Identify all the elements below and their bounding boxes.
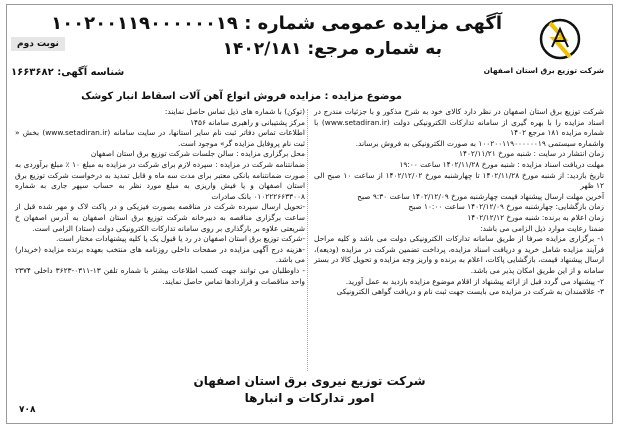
company-logo (483, 17, 604, 75)
auction-subject: موضوع مزایده : مزایده فروش انواع آهن آلات اسقاط انبار کوشک (81, 91, 402, 102)
body-paragraph: (توکن) با شماره های ذیل تماس حاصل نمایند: (164, 107, 305, 116)
body-paragraph: - داوطلبان می توانند جهت کسب اطلاعات بیشتر با شماره تلفن ۱۳-۰۳۱۱-۳۶۲۳ داخلی ۲۳۷۴ واحد مناقصات و قراردادها تماس حاصل نمایند. (15, 265, 305, 286)
body-paragraph: مرکز پشتیبانی و راهبری سامانه ۱۴۵۶ (190, 117, 305, 127)
body-paragraph: محل برگزاری مزایده : سالن جلسات شرکت توزیع برق استان اصفهان (90, 149, 305, 159)
body-left-column (15, 107, 305, 287)
footer-signature (7, 373, 612, 407)
column-divider (307, 109, 308, 371)
power-tower-icon (534, 17, 586, 61)
page-number: ۷۰۸ (19, 405, 36, 415)
body-paragraph: زمان انتشار در سایت : شنبه مورخ ۱۴۰۲/۱۱/۲۱ (459, 149, 604, 159)
body-paragraph: ۲- پیشنهاد می گردد قبل از ارائه پیشنهاد از اقلام موضوع مزایده بازدید به عمل آورید. (345, 276, 604, 286)
body-right-column (314, 107, 604, 298)
auction-title: آگهی مزایده عمومی شماره : ۱۰۰۲۰۰۱۱۹۰۰۰۰۰۰۱۹ (51, 13, 502, 34)
body-paragraph: مهلت دریافت اسناد مزایده : شنبه مورخ ۱۴۰۲/۱۱/۲۸ ساعت ۱۹:۰۰ (399, 159, 604, 169)
body-paragraph: ضمنا رعایت موارد ذیل الزامی می باشد: (480, 223, 604, 233)
body-paragraph: زمان بازگشایی: چهارشنبه مورخ ۱۴۰۲/۱۲/۰۹ ساعت ۱۰:۰۰ صبح (408, 202, 604, 212)
footer-department: امور تدارکات و انبارها (244, 391, 375, 405)
body-paragraph: -شرکت توزیع برق استان اصفهان در رد یا قبول یک یا کلیه پیشنهادات مختار است. (55, 234, 305, 244)
body-paragraph: ۱- برگزاری مزایده صرفا از طریق سامانه تدارکات الکترونیکی دولت می باشد و کلیه مراحل فرآیند مزایده شامل خرید و دریافت اسناد مزایده، پرداخت تضمین شرکت در مزایده (ودیعه)، ارسال پیشنهاد قیمت، بازگشایی پاکات، اعلام به برنده و واریز وجه مزایده و تحویل کالا در بستر سامانه و از این طریق امکان پذیر می باشد. (314, 234, 604, 275)
round-badge: نوبت دوم (11, 37, 65, 51)
notice-id: شناسه آگهی: ۱۶۶۳۶۸۲ (11, 67, 125, 78)
body-paragraph: -تحویل ارسال سپرده شرکت در مناقصه بصورت فیزیکی و در پاکت لاک و مهر شده قبل از ساعت برگزاری مناقصه به دبیرخانه شرکت توزیع برق استان اصفهان به آدرس اصفهان خ شریعتی علاوه بر بارگذاری بر روی سامانه تدارکات الکترونیکی دولت (ستاد) الزامی است. (15, 202, 305, 233)
body-paragraph: واشماره سیستمی ۱۰۰۲۰۰۱۱۹۰۰۰۰۰۰۱۹ به صورت الکترونیکی به فروش برساند. (355, 138, 604, 148)
body-paragraph: آخرین مهلت ارسال پیشنهاد قیمت چهارشنبه مورخ ۱۴۰۲/۱۲/۰۹ ساعت ۹:۳۰ صبح (357, 191, 604, 201)
body-paragraph: ۳- علاقمندان به شرکت در مزایده می بایست جهت ثبت نام و دریافت گواهی الکترونیکی (336, 287, 604, 297)
body-paragraph: ضمانتنامه شرکت در مزایده : سپرده لازم برای شرکت در مزایده به مبلغ ۱۰ ٪ مبلغ برآوردی به صورت ضمانتنامه بانکی معتبر برای مدت سه ماه و قابل تمدید به درخواست شرکت توزیع برق استان اصفهان و یا فیش واریزی به مبلغ مورد نظر به حساب سپهر جاری به شماره ۰۱۰۲۲۲۶۶۳۳۰۰۸ بانک صادرات (15, 159, 306, 201)
notice-frame (6, 4, 613, 424)
body-paragraph: -هزینه درج آگهی مزایده در صفحات داخلی روزنامه های منتخب بعهده برنده مزایده (خریدار) می باشد. (15, 244, 305, 265)
footer-company: شرکت توزیع نیروی برق استان اصفهان (193, 374, 426, 388)
body-paragraph: زمان اعلام به برنده: شنبه مورخ ۱۴۰۲/۱۲/۱۲ (467, 212, 604, 222)
logo-company-name: شرکت توزیع برق استان اصفهان (483, 66, 604, 75)
reference-number: به شماره مرجع: ۱۴۰۲/۱۸۱ (222, 39, 442, 59)
body-paragraph: تاریخ بازدید: از شنبه مورخ ۱۴۰۲/۱۱/۲۸ تا چهارشنبه مورخ ۱۴۰۲/۱۲/۰۲ از ساعت ۱۰ صبح الی ۱۲ ظهر (314, 170, 604, 191)
body-paragraph: شرکت توزیع برق استان اصفهان در نظر دارد کالای خود به شرح مذکور و با جزئیات مندرج در اسناد مزایده را با بهره گیری از سامانه تدارکات الکترونیکی دولت (www.setadiran.ir) با شماره مزایده ۱۸۱ مرجع ۱۴۰۲ (314, 107, 604, 138)
body-paragraph: اطلاعات تماس دفاتر ثبت نام سایر استانها، در سایت سامانه (www.setadiran.ir) بخش « ثبت نام پروفایل مزایده گر» موجود است. (15, 128, 305, 148)
